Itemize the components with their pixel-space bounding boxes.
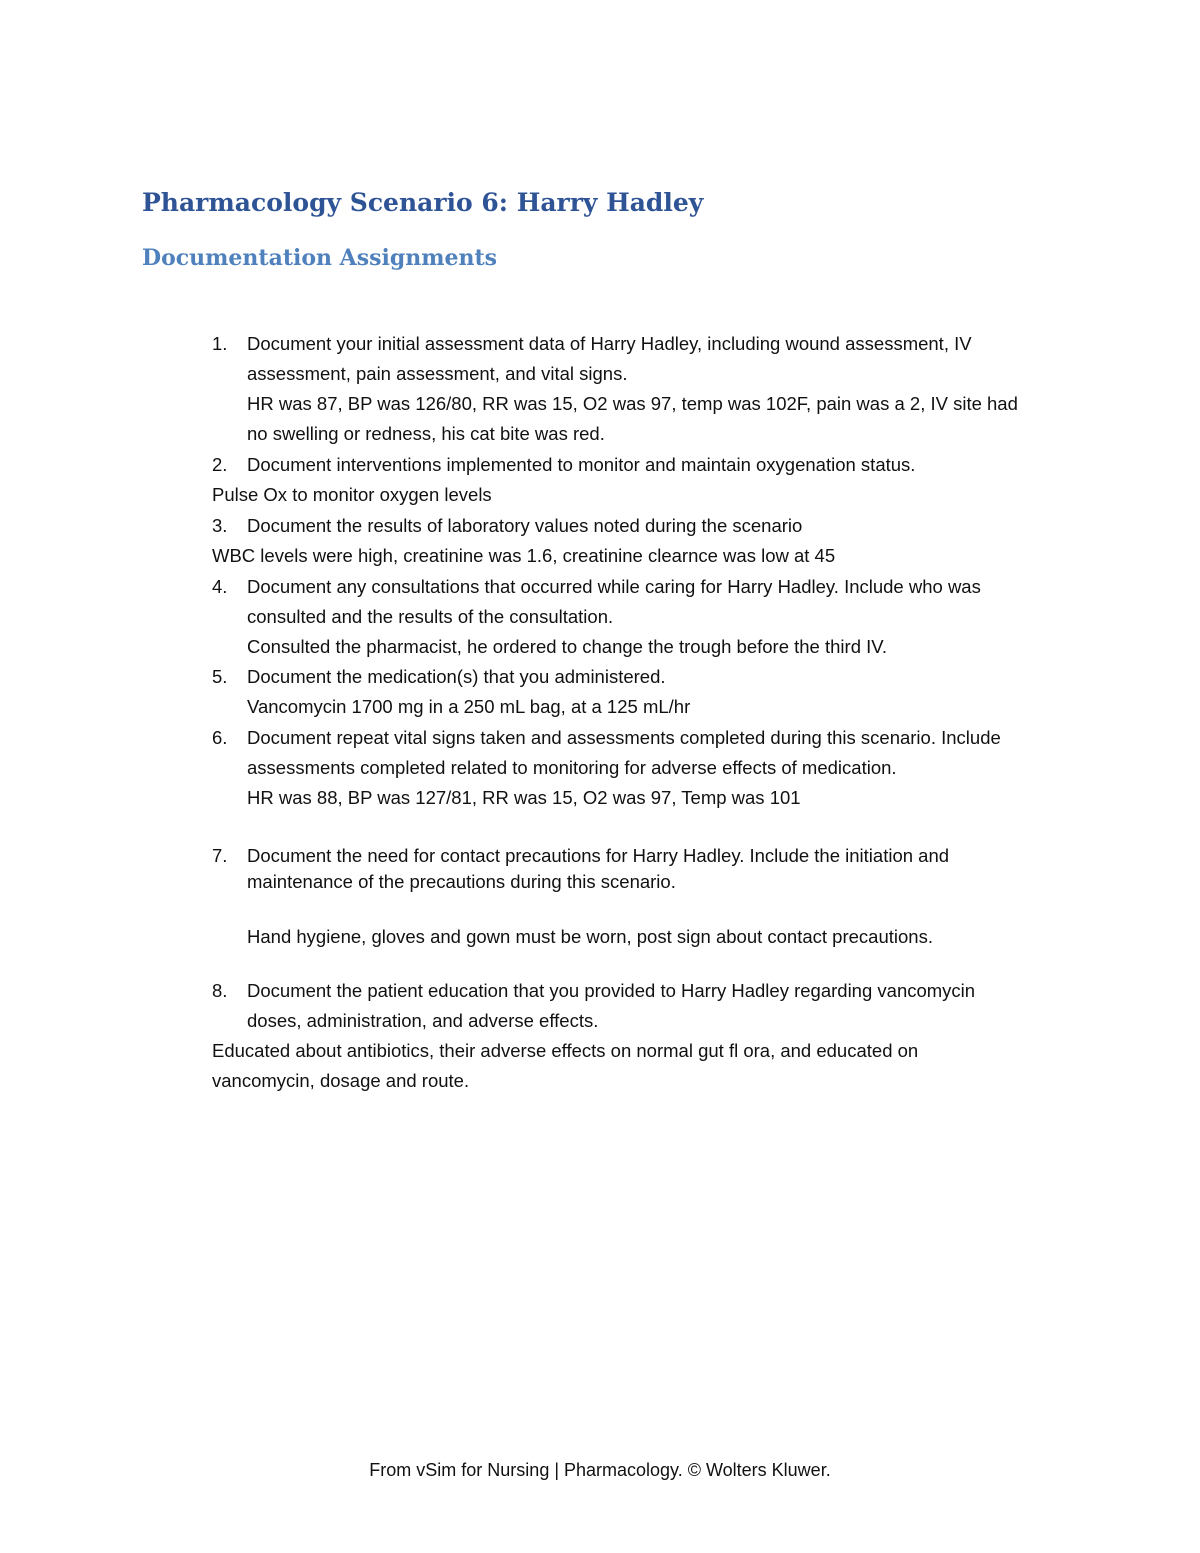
item-number: 5. xyxy=(212,666,228,687)
item-number: 1. xyxy=(212,333,228,354)
item-prompt-line: Document repeat vital signs taken and assessments completed during this scenario. Include xyxy=(247,727,1001,748)
page-subtitle: Documentation Assignments xyxy=(142,245,498,271)
item-answer-line: Hand hygiene, gloves and gown must be worn, post sign about contact precautions. xyxy=(247,926,933,947)
item-prompt-line: assessment, pain assessment, and vital signs. xyxy=(247,363,628,384)
item-number: 2. xyxy=(212,454,228,475)
item-number: 8. xyxy=(212,980,228,1001)
item-answer-line: HR was 87, BP was 126/80, RR was 15, O2 was 97, temp was 102F, pain was a 2, IV site had xyxy=(247,393,1018,414)
item-prompt-line: Document your initial assessment data of Harry Hadley, including wound assessment, IV xyxy=(247,333,972,354)
item-prompt-line: consulted and the results of the consultation. xyxy=(247,606,614,627)
item-number: 4. xyxy=(212,576,228,597)
item-answer-line: Educated about antibiotics, their adverse effects on normal gut fl ora, and educated on xyxy=(212,1040,919,1061)
item-answer-line: no swelling or redness, his cat bite was red. xyxy=(247,423,605,444)
item-prompt-line: Document the patient education that you provided to Harry Hadley regarding vancomycin xyxy=(247,980,976,1001)
item-prompt-line: doses, administration, and adverse effects. xyxy=(247,1010,599,1031)
item-answer-line: WBC levels were high, creatinine was 1.6, creatinine clearnce was low at 45 xyxy=(212,545,836,566)
item-answer-line: vancomycin, dosage and route. xyxy=(212,1070,470,1091)
page-footer: From vSim for Nursing | Pharmacology. © Wolters Kluwer. xyxy=(369,1460,831,1480)
item-number: 7. xyxy=(212,845,228,866)
item-answer-line: Consulted the pharmacist, he ordered to change the trough before the third IV. xyxy=(247,636,888,657)
item-number: 6. xyxy=(212,727,228,748)
item-answer-line: Pulse Ox to monitor oxygen levels xyxy=(212,484,492,505)
item-answer-line: Vancomycin 1700 mg in a 250 mL bag, at a 125 mL/hr xyxy=(247,696,691,717)
item-prompt-line: assessments completed related to monitoring for adverse effects of medication. xyxy=(247,757,897,778)
item-prompt-line: Document the medication(s) that you administered. xyxy=(247,666,666,687)
item-prompt-line: maintenance of the precautions during this scenario. xyxy=(247,871,676,892)
item-number: 3. xyxy=(212,515,228,536)
item-answer-line: HR was 88, BP was 127/81, RR was 15, O2 was 97, Temp was 101 xyxy=(247,787,801,808)
item-prompt-line: Document the need for contact precautions for Harry Hadley. Include the initiation and xyxy=(247,845,950,866)
item-prompt-line: Document the results of laboratory values noted during the scenario xyxy=(247,515,803,536)
item-prompt-line: Document any consultations that occurred while caring for Harry Hadley. Include who was xyxy=(247,576,981,597)
page-title: Pharmacology Scenario 6: Harry Hadley xyxy=(142,188,704,217)
item-prompt-line: Document interventions implemented to monitor and maintain oxygenation status. xyxy=(247,454,916,475)
